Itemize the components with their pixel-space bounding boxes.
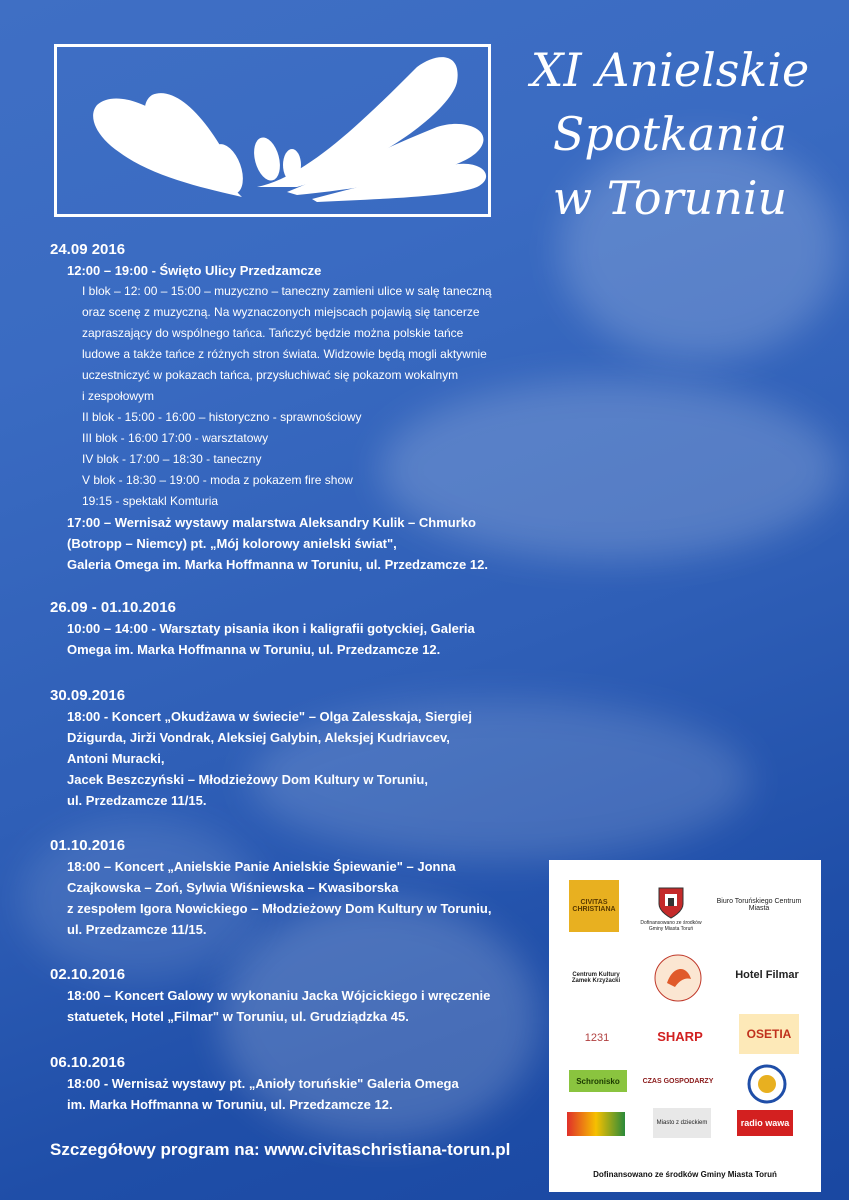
event-line: statuetek, Hotel „Filmar" w Toruniu, ul. Grudziądzka 45.: [67, 1009, 409, 1024]
event-line: 18:00 – Koncert Galowy w wykonaniu Jacka Wójcickiego i wręczenie: [67, 988, 491, 1003]
event-line: 17:00 – Wernisaż wystawy malarstwa Aleksandry Kulik – Chmurko: [67, 515, 476, 530]
sponsor-logo-centrum-kultury: Centrum Kultury Zamek Krzyżacki: [571, 972, 621, 984]
radio-round-icon: [747, 1064, 787, 1104]
sponsor-logo-sharp: SHARP: [657, 1028, 703, 1044]
sponsor-logo-1231: 1231: [584, 1032, 610, 1044]
event-detail-line: I blok – 12: 00 – 15:00 – muzyczno – taneczny zamieni ulice w salę taneczną: [82, 284, 492, 298]
event-line: Antoni Muracki,: [67, 751, 165, 766]
angel-badge-icon: [653, 953, 703, 1003]
day-date: 02.10.2016: [50, 966, 126, 983]
day-date: 01.10.2016: [50, 837, 126, 854]
torun-crest-icon: [653, 884, 689, 920]
event-title: [520, 38, 820, 230]
event-line: 18:00 – Koncert „Anielskie Panie Anielskie Śpiewanie" – Jonna: [67, 859, 456, 874]
sponsor-logo-caption: Dofinansowano ze środków Gminy Miasta Toruń: [640, 920, 702, 932]
event-line: ul. Przedzamcze 11/15.: [67, 922, 207, 937]
sponsor-logo-colorful: [567, 1112, 625, 1136]
sponsors-funding-note: Dofinansowano ze środków Gminy Miasta Toruń: [593, 1170, 777, 1179]
program-day: [50, 836, 550, 940]
event-detail-line: zapraszający do wspólnego tańca. Tańczyć będzie można polskie tańce: [82, 326, 464, 340]
program-day: [50, 686, 550, 811]
sponsor-logo-tcm: Biuro Toruńskiego Centrum Miasta: [716, 898, 802, 912]
sponsor-logo-hotel-filmar: Hotel Filmar: [735, 969, 799, 981]
program-day: [50, 598, 550, 660]
sponsor-logo-czas-gospodarzy: CZAS GOSPODARZY: [642, 1077, 714, 1085]
title-line-2: Spotkania: [552, 107, 788, 161]
event-line: 10:00 – 14:00 - Warsztaty pisania ikon i kaligrafii gotyckiej, Galeria: [67, 621, 475, 636]
title-line-1: XI Anielskie: [530, 43, 810, 97]
sponsors-panel: [549, 860, 821, 1192]
sponsor-logo-radio-round: [745, 1062, 789, 1106]
event-line: z zespołem Igora Nowickiego – Młodzieżowy Dom Kultury w Toruniu,: [67, 901, 492, 916]
event-line: Jacek Beszczyński – Młodzieżowy Dom Kultury w Toruniu,: [67, 772, 428, 787]
event-line: im. Marka Hoffmanna w Toruniu, ul. Przedzamcze 12.: [67, 1097, 393, 1112]
logo-frame: [54, 44, 491, 217]
event-detail-line: IV blok - 17:00 – 18:30 - taneczny: [82, 452, 262, 466]
event-line: (Botropp – Niemcy) pt. „Mój kolorowy anielski świat",: [67, 536, 397, 551]
event-detail-line: 19:15 - spektakl Komturia: [82, 494, 219, 508]
program-day: [50, 240, 550, 575]
event-detail-line: i zespołowym: [82, 389, 155, 403]
program-day: [50, 1053, 550, 1115]
event-detail-line: III blok - 16:00 17:00 - warsztatowy: [82, 431, 269, 445]
sponsor-logo-angel-badge: [647, 952, 709, 1004]
event-detail-line: ludowe a także tańce z różnych stron świata. Widzowie będą mogli aktywnie: [82, 347, 487, 361]
event-detail-line: V blok - 18:30 – 19:00 - moda z pokazem fire show: [82, 473, 353, 487]
sponsor-logo-osetia: OSETIA: [739, 1014, 799, 1054]
event-line: 18:00 - Wernisaż wystawy pt. „Anioły toruńskie" Galeria Omega: [67, 1076, 459, 1091]
sponsor-logo-civitas: CIVITAS CHRISTIANA: [569, 880, 619, 932]
event-detail-line: II blok - 15:00 - 16:00 – historyczno - sprawnościowy: [82, 410, 362, 424]
day-date: 06.10.2016: [50, 1054, 126, 1071]
program-day: [50, 965, 550, 1027]
event-line: Dżigurda, Jirži Vondrak, Aleksiej Galybin, Aleksjej Kudriavcev,: [67, 730, 450, 745]
event-line: Omega im. Marka Hoffmanna w Toruniu, ul. Przedzamcze 12.: [67, 642, 441, 657]
sponsor-logo-miasto-z-dzieckiem: Miasto z dzieckiem: [653, 1108, 711, 1138]
event-line: Czajkowska – Zoń, Sylwia Wiśniewska – Kwasiborska: [67, 880, 399, 895]
day-date: 26.09 - 01.10.2016: [50, 599, 176, 616]
sponsor-logo-radio-wawa: radio wawa: [737, 1110, 793, 1136]
angel-wings-logo: [57, 47, 494, 220]
event-line: ul. Przedzamcze 11/15.: [67, 793, 207, 808]
day-date: 24.09 2016: [50, 241, 126, 258]
event-detail-line: oraz scenę z muzyczną. Na wyznaczonych miejscach pojawią się tancerze: [82, 305, 480, 319]
event-line: 18:00 - Koncert „Okudżawa w świecie" – Olga Zalesskaja, Siergiej: [67, 709, 473, 724]
event-detail-line: uczestniczyć w pokazach tańca, przysłuchiwać się pokazom wokalnym: [82, 368, 459, 382]
sponsor-logo-torun-crest: [637, 878, 705, 938]
title-line-3: w Toruniu: [552, 171, 788, 225]
program-website-link[interactable]: Szczegółowy program na: www.civitaschristiana-torun.pl: [50, 1140, 511, 1159]
sponsor-logo-schronisko: Schronisko: [569, 1070, 627, 1092]
event-line: 12:00 – 19:00 - Święto Ulicy Przedzamcze: [67, 263, 322, 278]
event-line: Galeria Omega im. Marka Hoffmanna w Toruniu, ul. Przedzamcze 12.: [67, 557, 488, 572]
day-date: 30.09.2016: [50, 687, 126, 704]
